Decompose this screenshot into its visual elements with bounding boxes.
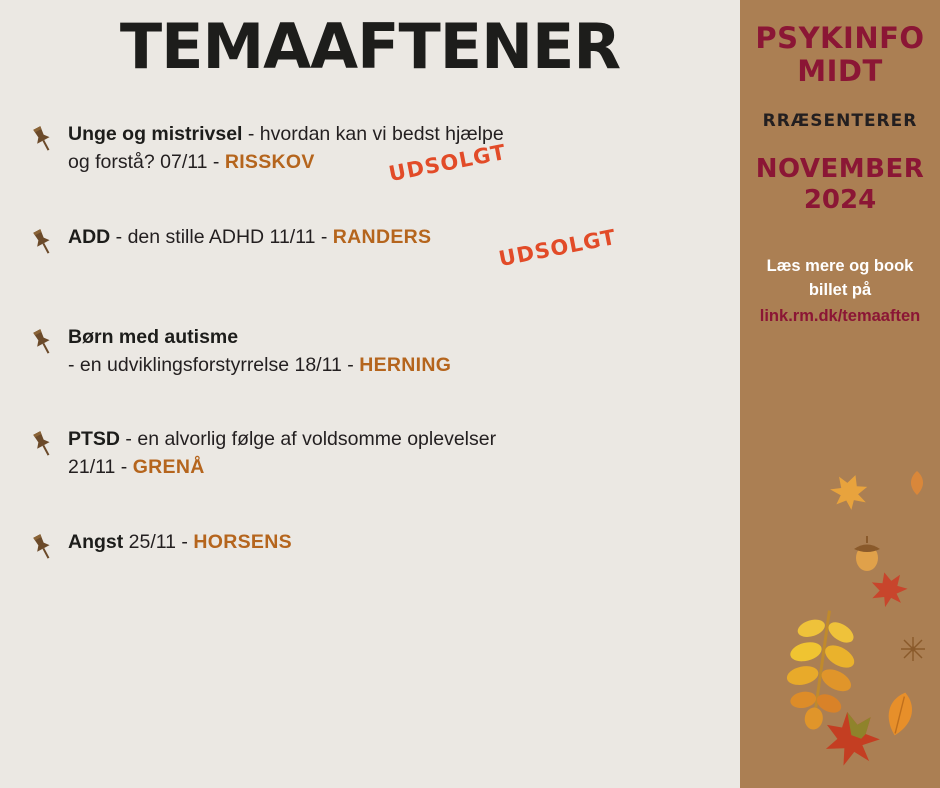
booking-info: [748, 255, 932, 303]
seed-star-icon: [900, 636, 926, 667]
event-title: Unge og mistrivsel: [68, 123, 243, 145]
pushpin-icon: [26, 223, 68, 264]
orange-leaf-icon: [880, 690, 920, 743]
pushpin-icon: [26, 323, 68, 364]
event-title: ADD: [68, 225, 111, 248]
small-leaf-icon: [906, 470, 928, 501]
status-badge: UDSOLGT: [386, 139, 509, 187]
event-list: [0, 120, 740, 582]
list-item: [26, 120, 714, 187]
event-date: - en udviklingsforstyrrelse 18/11 -: [68, 353, 360, 376]
event-location: GRENÅ: [132, 456, 205, 479]
event-text: [68, 323, 714, 380]
compound-leaf-icon: [778, 604, 864, 735]
event-text: [68, 120, 714, 187]
event-title: Angst: [68, 530, 124, 553]
event-date: 21/11 -: [68, 456, 133, 479]
brand-line-2: MIDT: [797, 54, 883, 89]
event-text: [68, 528, 714, 556]
event-line2: [68, 453, 714, 481]
sidebar-content: [740, 0, 940, 326]
event-desc: - den stille ADHD 11/11 -: [110, 225, 333, 248]
maple-leaf-icon: [826, 470, 872, 521]
poster-sidebar: [740, 0, 940, 788]
brand-line-1: PSYKINFO: [755, 21, 925, 55]
presents-label: RRÆSENTERER: [762, 110, 918, 131]
brand-name: [748, 22, 932, 89]
pushpin-icon: [26, 528, 68, 569]
status-badge: UDSOLGT: [496, 224, 619, 271]
booking-line-2: billet på: [808, 281, 872, 300]
event-text: [68, 223, 714, 271]
pushpin-icon: [26, 120, 68, 161]
event-title: PTSD: [68, 428, 121, 451]
event-date: og forstå? 07/11 -: [68, 151, 225, 174]
red-maple-leaf-icon: [868, 568, 910, 617]
event-location: HORSENS: [193, 530, 292, 553]
booking-link[interactable]: link.rm.dk/temaaften: [759, 307, 921, 326]
event-location: HERNING: [359, 353, 452, 376]
year-label: 2024: [803, 185, 877, 216]
list-item: [26, 528, 714, 582]
month-label: NOVEMBER: [755, 153, 925, 184]
pushpin-icon: [26, 425, 68, 466]
event-title: Børn med autisme: [68, 325, 239, 348]
event-desc: 25/11 -: [123, 530, 194, 553]
event-location: RISSKOV: [224, 151, 315, 174]
list-item: [26, 223, 714, 277]
list-item: [26, 425, 714, 482]
event-location: RANDERS: [332, 225, 432, 248]
acorn-icon: [850, 534, 884, 577]
booking-line-1: Læs mere og book: [766, 257, 914, 276]
event-desc: - hvordan kan vi bedst hjælpe: [242, 123, 504, 145]
green-red-maple-leaf-icon: [822, 708, 882, 775]
list-item: [26, 323, 714, 380]
page-title: TEMAAFTENER: [119, 10, 621, 83]
event-text: [68, 425, 714, 482]
event-line2: [68, 351, 714, 379]
event-desc: - en alvorlig følge af voldsomme oplevelser: [120, 428, 497, 451]
